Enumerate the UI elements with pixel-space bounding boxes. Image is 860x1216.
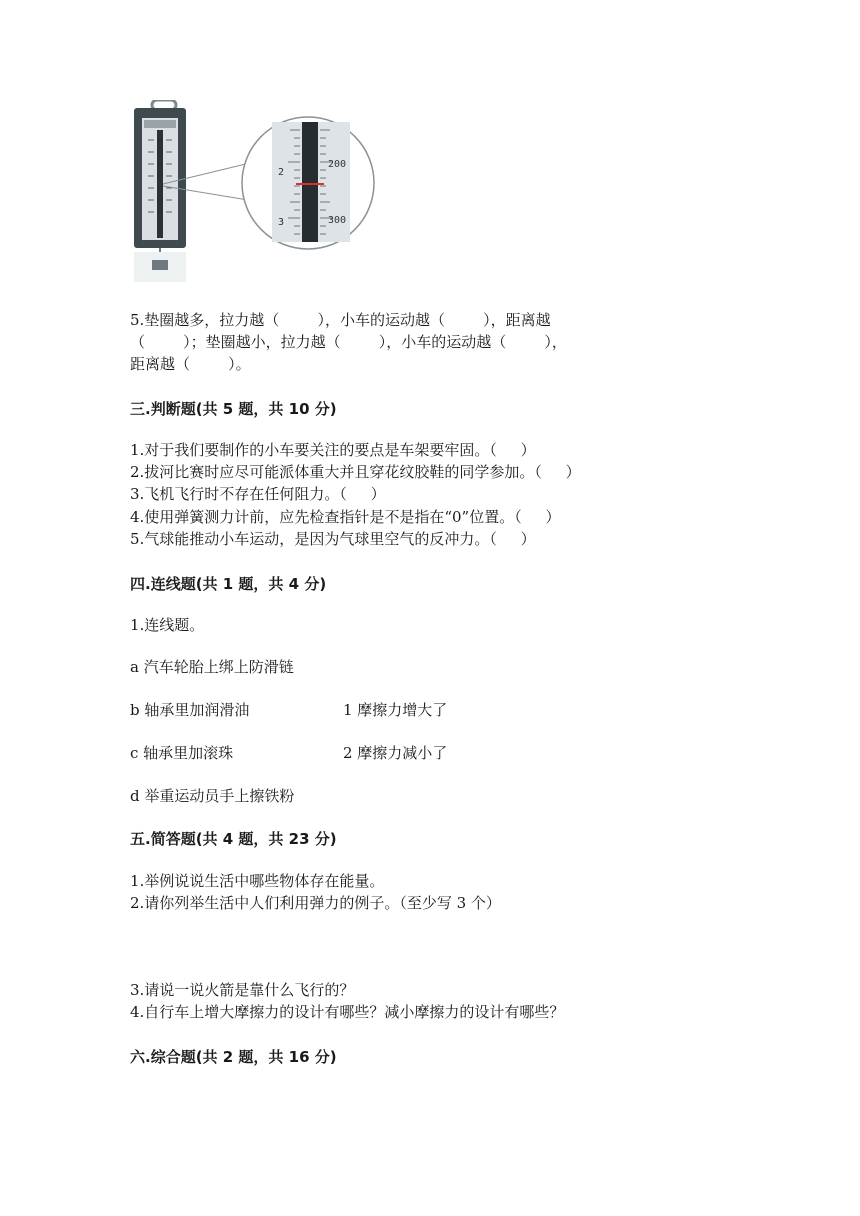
match-right-item-2: 2 摩擦力减小了 [343,744,448,762]
match-right-item-1: 1 摩擦力增大了 [343,701,448,719]
scale-label-right-200: 200 [328,159,347,170]
section5-title: 五.简答题(共 4 题，共 23 分) [130,830,337,848]
section5-item: 4.自行车上增大摩擦力的设计有哪些？减小摩擦力的设计有哪些？ [130,1003,565,1021]
section5-item: 3.请说一说火箭是靠什么飞行的？ [130,981,355,999]
spring-scale-figure [130,100,380,285]
section3-item: 3.飞机飞行时不存在任何阻力。（ ） [130,485,386,503]
scale-label-right-300: 300 [328,215,347,226]
section6-title: 六.综合题(共 2 题，共 16 分) [130,1048,337,1066]
scale-label-left-2: 2 [278,167,285,178]
section3-item: 1.对于我们要制作的小车要关注的要点是车架要牢固。（ ） [130,441,536,459]
section3-title: 三.判断题(共 5 题，共 10 分) [130,400,337,418]
scale-label-left-3: 3 [278,217,285,228]
q5-text-line-1: 5.垫圈越多，拉力越（ ），小车的运动越（ ），距离越 [130,311,551,329]
section4-title: 四.连线题(共 1 题，共 4 分) [130,575,327,593]
match-left-item-c: c 轴承里加滚珠 [130,744,234,762]
section3-item: 4.使用弹簧测力计前，应先检查指针是不是指在“0”位置。（ ） [130,508,561,526]
match-left-item-a: a 汽车轮胎上绑上防滑链 [130,658,294,676]
section5-item: 1.举例说说生活中哪些物体存在能量。 [130,872,385,890]
section3-item: 2.拔河比赛时应尽可能派体重大并且穿花纹胶鞋的同学参加。（ ） [130,463,581,481]
q5-text-line-3: 距离越（ ）。 [130,355,251,373]
section4-question: 1.连线题。 [130,616,205,634]
match-left-item-b: b 轴承里加润滑油 [130,701,250,719]
section5-item: 2.请你列举生活中人们利用弹力的例子。（至少写 3 个） [130,894,501,912]
section3-item: 5.气球能推动小车运动，是因为气球里空气的反冲力。（ ） [130,530,536,548]
match-left-item-d: d 举重运动员手上擦铁粉 [130,787,295,805]
q5-text-line-2: （ ）；垫圈越小，拉力越（ ），小车的运动越（ ）， [130,333,567,351]
